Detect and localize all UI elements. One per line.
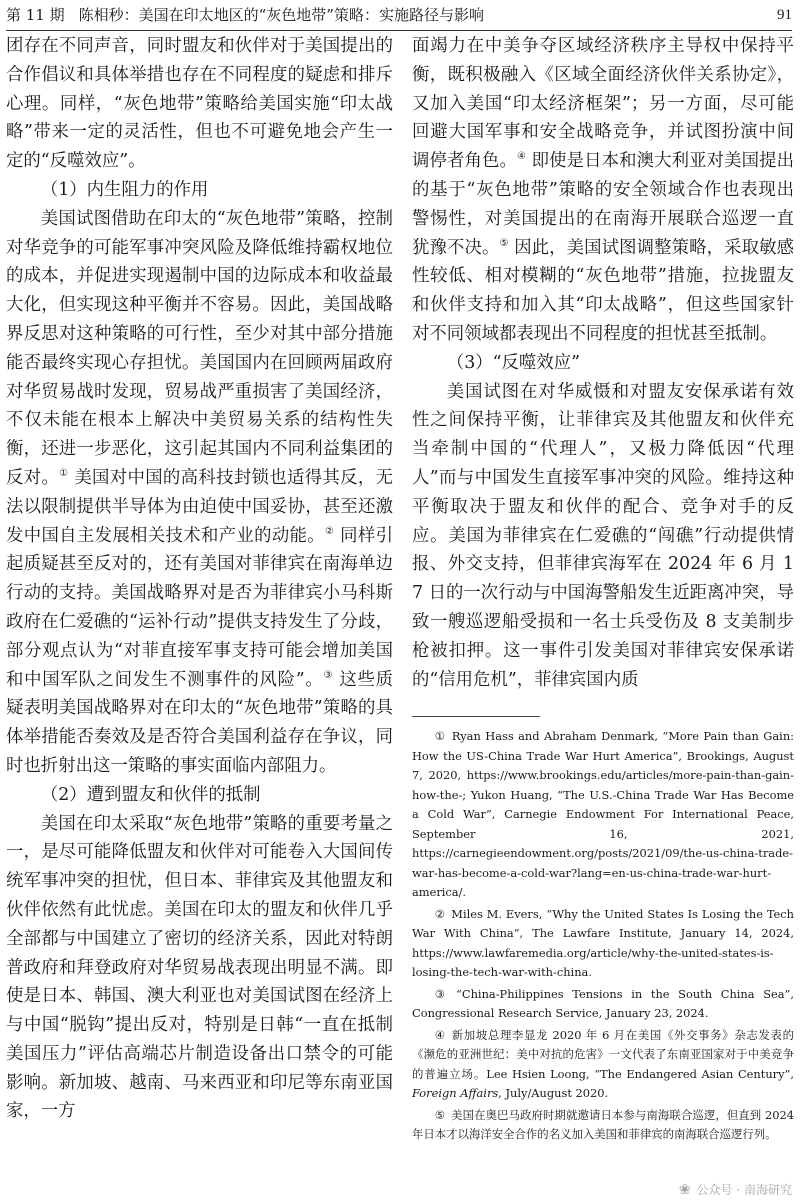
footnote-text: 美国在奥巴马政府时期就邀请日本参与南海联合巡逻，但直到 2024 年日本才以海洋安全合作的名义加入美国和菲律宾的南海联合巡逻行列。 <box>412 1107 794 1142</box>
right-body <box>412 32 794 694</box>
footnote-item <box>412 727 794 903</box>
running-header <box>6 0 792 31</box>
paragraph <box>6 205 393 781</box>
footnote-ref[interactable]: ① <box>59 468 69 480</box>
footnote-text: 新加坡总理李显龙 2020 年 6 月在美国《外交事务》杂志发表的《濒危的亚洲世纪：美中对抗的危害》一文代表了东南亚国家对于中美竞争的普遍立场。Lee Hsien Loong, “The Endangered Asian Century”, <box>412 1027 794 1081</box>
section-heading: （2）遭到盟友和伙伴的抵制 <box>40 784 261 805</box>
footnote-item <box>412 1026 794 1104</box>
footnote-ref[interactable]: ⑤ <box>499 237 509 249</box>
paragraph-text: 即使是日本和澳大利亚对美国提出的基于“灰色地带”策略的安全领域合作也表现出警惕性，对美国提出的在南海开展联合巡逻一直犹豫不决。 <box>412 151 794 258</box>
footnote-item <box>412 905 794 983</box>
page-number: 91 <box>777 7 792 23</box>
running-title: 陈相秒：美国在印太地区的“灰色地带”策略：实施路径与影响 <box>78 6 484 24</box>
footnote-divider <box>412 716 540 717</box>
left-column <box>6 32 393 1204</box>
paragraph <box>412 32 794 349</box>
footnote-marker: ① <box>434 729 446 744</box>
wechat-icon: ❀ <box>678 1181 691 1198</box>
paragraph: 美国试图在对华威慑和对盟友安保承诺有效性之间保持平衡，让菲律宾及其他盟友和伙伴充当牵制中国的“代理人”，又极力降低因“代理人”而与中国发生直接军事冲突的风险。维持这种平衡取决于盟友和伙伴的配合、竞争对手的反应。美国为菲律宾在仁爱礁的“闯礁”行动提供情报、外交支持，但菲律宾海军在 2024 年 6 月 17 日的一次行动与中国海警船发生近距离冲突，导致一艘巡逻船受损和一名士兵受伤及 8 支美制步枪被扣押。这一事件引发美国对菲律宾安保承诺的“信用危机”，菲律宾国内质 <box>412 381 794 690</box>
paragraph-text: 这些质疑表明美国战略界对在印太的“灰色地带”策略的具体举措能否奏效及是否符合美国利益存在争议，同时也折射出这一策略的事实面临内部阻力。 <box>6 669 393 776</box>
footnote-text: Ryan Hass and Abraham Denmark, “More Pain than Gain: How the US-China Trade War Hurt America”, Brookings, August 7, 2020, https://www.brookings.edu/articles/more-pain-than-gain-how-the-; Yukon Huang, “The U.S.-China Trade War Has Become a Cold War”, Carnegie Endowment For International Peace, September 16, 2021, https://carnegieendowment.org/posts/2021/09/the-us-china-trade-war-has-become-a-cold-war?lang=en-us-china-trade-war-hurt-america/. <box>412 729 794 900</box>
footnote-item <box>412 1106 794 1145</box>
paragraph-text: 美国对中国的高科技封锁也适得其反，无法以限制提供半导体为由迫使中国妥协，甚至还激发中国自主发展相关技术和产业的动能。 <box>6 467 393 546</box>
footnote-ref[interactable]: ③ <box>323 669 334 681</box>
footnote-text: , July/August 2020. <box>498 1086 609 1101</box>
header-left <box>6 0 484 30</box>
watermark-text: 公众号 · 南海研究 <box>696 1183 792 1197</box>
issue-label: 第 11 期 <box>6 6 65 24</box>
footnote-text: “China-Philippines Tensions in the South China Sea”, Congressional Research Service, January 23, 2024. <box>412 986 794 1021</box>
paragraph-text: 因此，美国试图调整策略，采取敏感性较低、相对模糊的“灰色地带”措施，拉拢盟友和伙伴支持和加入其“印太战略”，但这些国家针对不同领域都表现出不同程度的担忧甚至抵制。 <box>412 237 794 344</box>
footnote-ref[interactable]: ② <box>325 525 335 537</box>
footnote-item <box>412 985 794 1024</box>
paragraph-text: 美国试图借助在印太的“灰色地带”策略，控制对华竞争的可能军事冲突风险及降低维持霸权地位的成本，并促进实现遏制中国的边际成本和收益最大化，但实现这种平衡并不容易。因此，美国战略界反思对这种策略的可行性，至少对其中部分措施能否最终实现心存担忧。美国国内在回顾两届政府对华贸易战时发现，贸易战严重损害了美国经济，不仅未能在根本上解决中美贸易关系的结构性失衡，还进一步恶化，这引起其国内不同利益集团的反对。 <box>6 208 393 488</box>
footnote-marker: ④ <box>434 1027 446 1042</box>
paragraph: 美国在印太采取“灰色地带”策略的重要考量之一，是尽可能降低盟友和伙伴对可能卷入大国间传统军事冲突的担忧，但日本、菲律宾及其他盟友和伙伴依然有此忧虑。美国在印太的盟友和伙伴几乎全部都与中国建立了密切的经济关系，因此对特朗普政府和拜登政府对华贸易战表现出明显不满。即使是日本、韩国、澳大利亚也对美国试图在经济上与中国“脱钩”提出反对，特别是日韩“一直在抵制美国压力”评估高端芯片制造设备出口禁令的可能影响。新加坡、越南、马来西亚和印尼等东南亚国家，一方 <box>6 813 393 1122</box>
section-heading: （1）内生阻力的作用 <box>40 179 209 200</box>
paragraph-text: 面竭力在中美争夺区域经济秩序主导权中保持平衡，既积极融入《区域全面经济伙伴关系协定》，又加入美国“印太经济框架”；另一方面，尽可能回避大国军事和安全战略竞争，并试图扮演中间调停者角色。 <box>412 36 794 172</box>
right-column <box>412 32 794 1204</box>
journal-title: Foreign Affairs <box>412 1086 499 1101</box>
paragraph: 团存在不同声音，同时盟友和伙伴对于美国提出的合作倡议和具体举措也存在不同程度的疑虑和排斥心理。同样，“灰色地带”策略给美国实施“印太战略”带来一定的灵活性，但也不可避免地会产生一定的“反噬效应”。 <box>6 36 393 172</box>
footnote-marker: ⑤ <box>434 1107 446 1122</box>
footnote-text: Miles M. Evers, “Why the United States Is Losing the Tech War With China”, The Lawfare Institute, January 14, 2024, https://www.lawfaremedia.org/article/why-the-united-states-is-losing-the-tech-war-with-china. <box>412 906 794 980</box>
footnote-marker: ② <box>434 906 446 921</box>
footnotes <box>412 727 794 1145</box>
footnote-marker: ③ <box>434 986 451 1001</box>
paragraph-text: 同样引起质疑甚至反对的，还有美国对菲律宾在南海单边行动的支持。美国战略界对是否为菲律宾小马科斯政府在仁爱礁的“运补行动”提供支持发生了分歧，部分观点认为“对菲直接军事支持可能会增加美国和中国军队之间发生不测事件的风险”。 <box>6 525 393 690</box>
section-heading: （3）“反噬效应” <box>446 352 580 373</box>
footnote-ref[interactable]: ④ <box>516 151 527 163</box>
